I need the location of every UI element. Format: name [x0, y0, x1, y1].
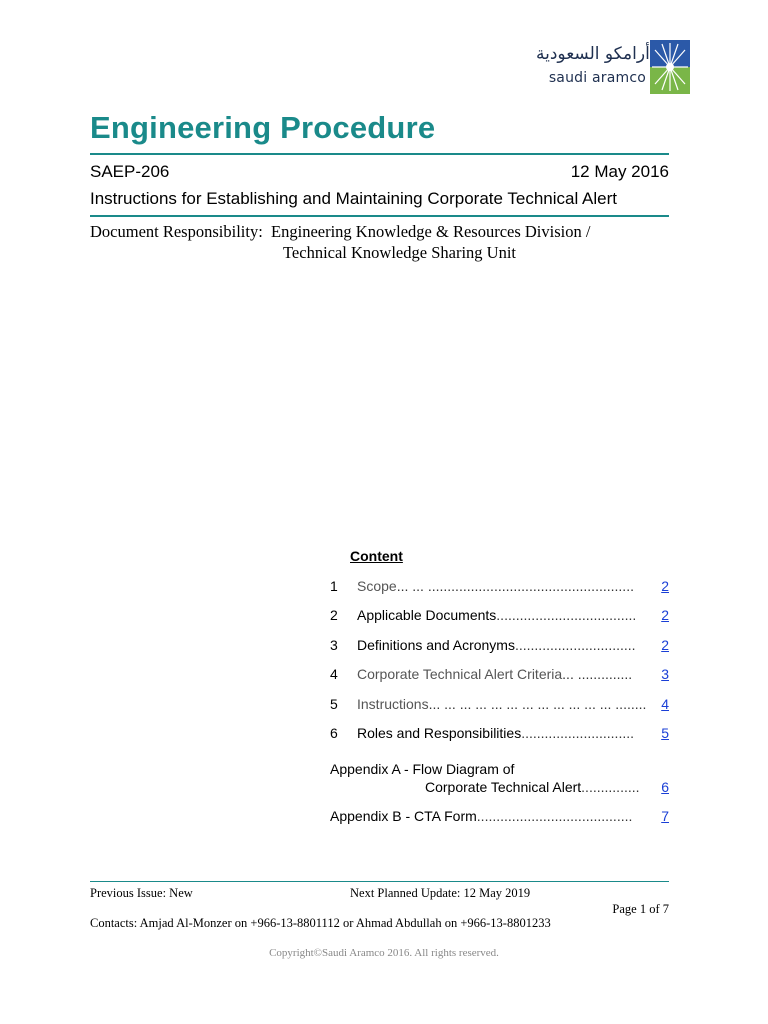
toc-item-leader: ...............................: [514, 637, 636, 653]
toc-page-link[interactable]: 6: [661, 779, 669, 795]
logo-arabic-text: أرامكو السعودية: [536, 44, 650, 64]
toc-page-link[interactable]: 2: [661, 607, 669, 623]
toc-item-label: Instructions: [357, 696, 429, 712]
toc-item-leader: ........................................: [476, 808, 633, 824]
toc-item-number: 1: [330, 578, 338, 594]
toc-item-leader: ...............: [581, 779, 640, 795]
page-number: Page 1 of 7: [612, 902, 669, 916]
toc-page-link[interactable]: 3: [661, 666, 669, 682]
toc-item: [330, 666, 669, 686]
document-responsibility: [90, 220, 590, 243]
toc-item-leader: ... ... .....................................................: [396, 578, 634, 594]
appendix-a-title: Appendix A - Flow Diagram of: [330, 761, 515, 777]
toc-item-label: Corporate Technical Alert Criteria: [357, 666, 563, 682]
toc-item-leader: .............................: [521, 725, 635, 741]
toc-item-label: Appendix B - CTA Form: [330, 808, 477, 824]
responsibility-line2: Technical Knowledge Sharing Unit: [283, 243, 516, 262]
toc-item-label: Corporate Technical Alert: [425, 779, 582, 795]
toc-item: [330, 578, 669, 598]
toc-item-label: Definitions and Acronyms: [357, 637, 515, 653]
toc-page-link[interactable]: 4: [661, 696, 669, 712]
page-title: Engineering Procedure: [90, 110, 436, 145]
toc-item-label: Scope: [357, 578, 397, 594]
toc-item: [330, 637, 669, 657]
toc-item-number: 4: [330, 666, 338, 682]
header-divider: [90, 215, 669, 217]
toc-page-link[interactable]: 2: [661, 578, 669, 594]
toc-item: [425, 779, 669, 795]
toc-item-leader: ... ..............: [562, 666, 633, 682]
toc-item-label: Applicable Documents: [357, 607, 497, 623]
title-divider: [90, 153, 669, 155]
company-logo: [536, 40, 688, 96]
copyright: Copyright©Saudi Aramco 2016. All rights reserved.: [269, 947, 499, 959]
aramco-star-icon: [650, 40, 690, 94]
toc-item: [330, 725, 669, 745]
document-date: 12 May 2016: [570, 162, 669, 181]
logo-latin-text: saudi aramco: [548, 70, 646, 86]
toc-item-number: 3: [330, 637, 338, 653]
responsibility-label: Document Responsibility:: [90, 222, 263, 241]
responsibility-line1: Engineering Knowledge & Resources Division /: [271, 222, 591, 241]
toc-item: [330, 808, 669, 824]
toc-item-leader: ....................................: [496, 607, 637, 623]
contacts: Contacts: Amjad Al-Monzer on +966-13-8801112 or Ahmad Abdullah on +966-13-8801233: [90, 916, 551, 930]
toc-item: [330, 696, 669, 716]
document-title: Instructions for Establishing and Maintaining Corporate Technical Alert: [90, 189, 617, 208]
toc-item-number: 2: [330, 607, 338, 623]
footer-divider: [90, 881, 669, 882]
next-planned-update: Next Planned Update: 12 May 2019: [350, 886, 531, 900]
toc-item-number: 5: [330, 696, 338, 712]
toc-item: [330, 607, 669, 627]
toc-page-link[interactable]: 5: [661, 725, 669, 741]
toc-item-label: Roles and Responsibilities: [357, 725, 522, 741]
toc-page-link[interactable]: 7: [661, 808, 669, 824]
toc-item-leader: ... ... ... ... ... ... ... ... ... ... ... ... ........: [428, 696, 647, 712]
toc-page-link[interactable]: 2: [661, 637, 669, 653]
toc-heading: Content: [350, 548, 403, 564]
toc-item-number: 6: [330, 725, 338, 741]
previous-issue: Previous Issue: New: [90, 886, 193, 900]
document-number: SAEP-206: [90, 162, 170, 181]
